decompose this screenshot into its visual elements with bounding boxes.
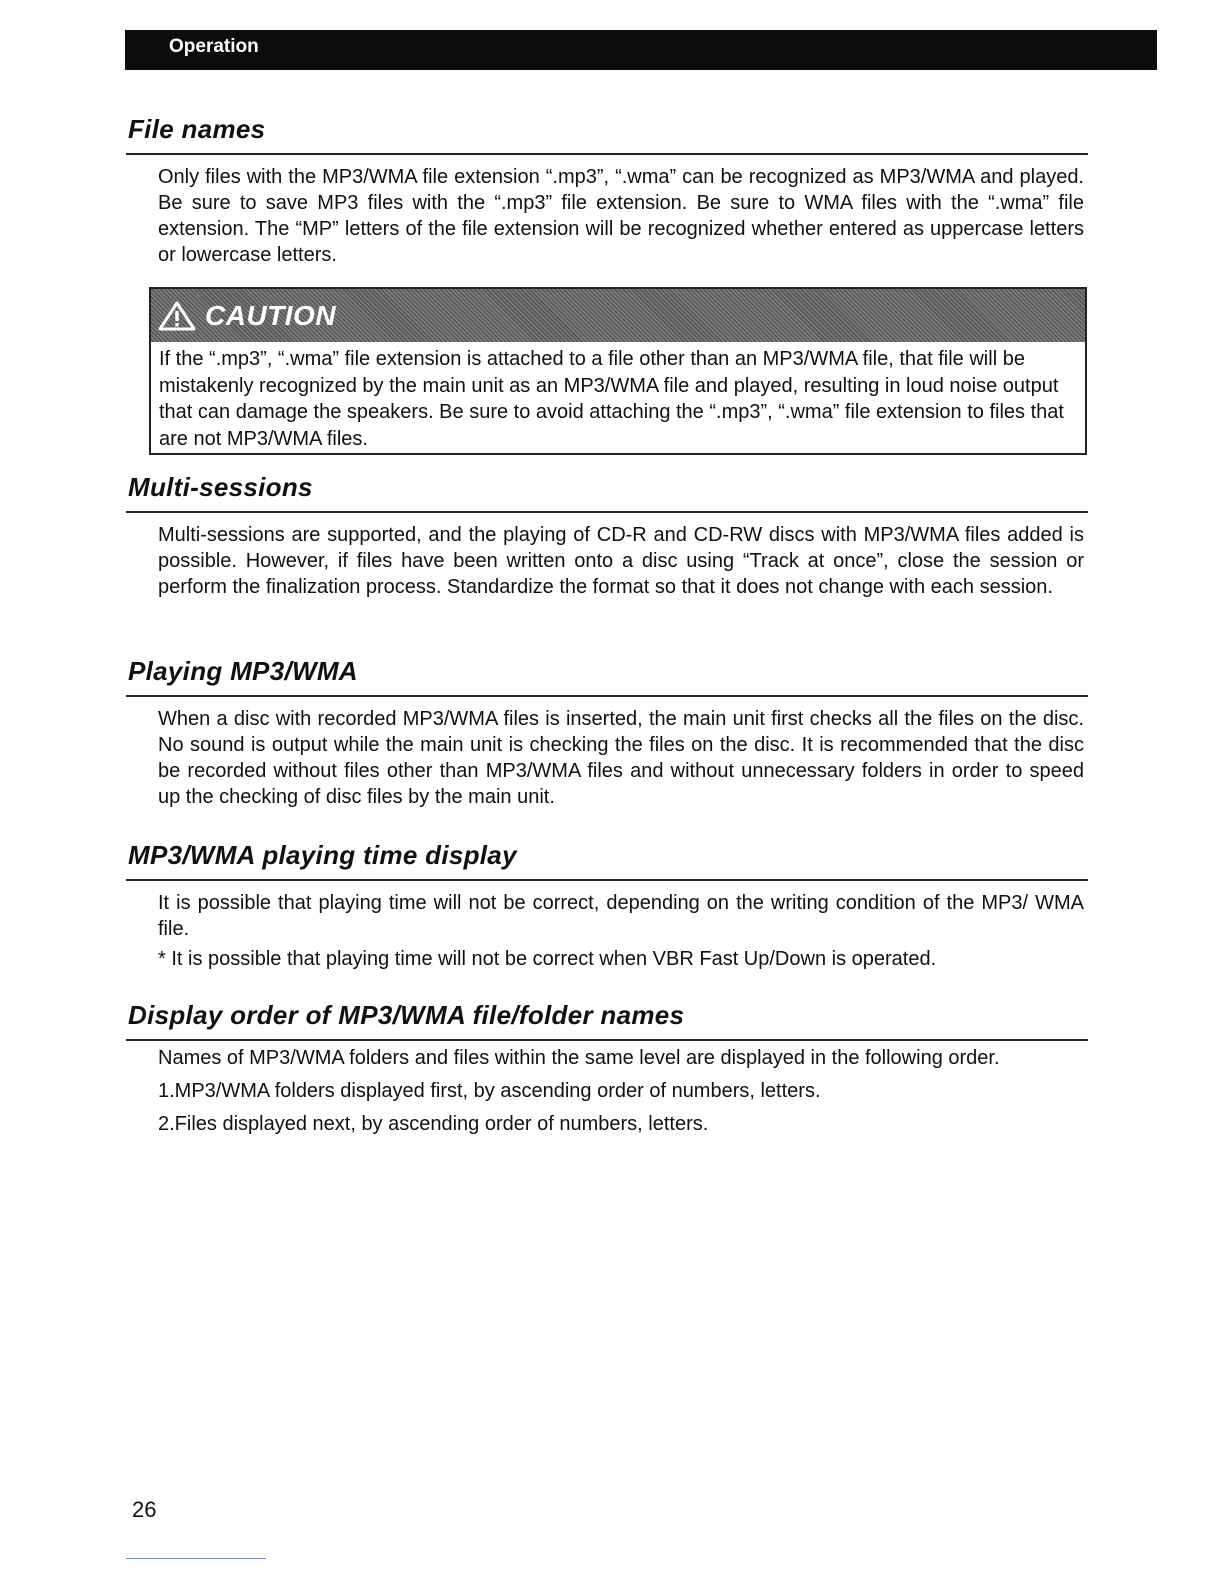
section-title: Playing MP3/WMA [126, 657, 1088, 697]
caution-header [151, 289, 1085, 342]
section-title: MP3/WMA playing time display [126, 841, 1088, 881]
section-paragraph: Multi-sessions are supported, and the playing of CD-R and CD-RW discs with MP3/WMA files added is possible. However, if files have been written onto a disc using “Track at once”, close the session or perform the finalization process. Standardize the format so that it does not change with each session. [158, 524, 1084, 598]
section-title: File names [126, 115, 1088, 155]
section-title: Multi-sessions [126, 473, 1088, 513]
header-label: Operation [169, 36, 259, 57]
section-paragraph: It is possible that playing time will not be correct, depending on the writing condition of the MP3/ WMA file. [158, 892, 1084, 940]
section-multi-sessions [126, 473, 1088, 600]
page-number: 26 [132, 1497, 157, 1522]
caution-title: CAUTION [205, 300, 337, 331]
section-display-order [126, 1001, 1088, 1140]
caution-box [149, 287, 1087, 455]
caution-text: If the “.mp3”, “.wma” file extension is attached to a file other than an MP3/WMA file, that file will be mistakenly recognized by the main unit as an MP3/WMA file and played, resulting in loud noise output that can damage the speakers. Be sure to avoid attaching the “.mp3”, “.wma” file extension to files that are not MP3/WMA files. [159, 348, 1064, 450]
warning-triangle-icon [158, 301, 196, 331]
section-paragraph: Only files with the MP3/WMA file extension “.mp3”, “.wma” can be recognized as MP3/WMA and played. Be sure to save MP3 files with the “.mp3” file extension. Be sure to WMA files with the “.wma” file extension. The “MP” letters of the file extension will be recognized whether entered as uppercase letters or lowercase letters. [158, 166, 1084, 266]
section-title: Display order of MP3/WMA file/folder names [126, 1001, 1088, 1041]
section-playing-time-display [126, 841, 1088, 972]
footer-divider [126, 1558, 266, 1559]
section-paragraph: Names of MP3/WMA folders and files within the same level are displayed in the following order. [158, 1047, 1000, 1069]
list-item: 1.MP3/WMA folders displayed first, by ascending order of numbers, letters. [158, 1080, 821, 1102]
section-header-bar [125, 30, 1157, 70]
section-note: * It is possible that playing time will not be correct when VBR Fast Up/Down is operated. [158, 948, 937, 970]
section-playing-mp3-wma [126, 657, 1088, 810]
section-paragraph: When a disc with recorded MP3/WMA files is inserted, the main unit first checks all the files on the disc. No sound is output while the main unit is checking the files on the disc. It is recommended that the disc be recorded without files other than MP3/WMA files and without unnecessary folders in order to speed up the checking of disc files by the main unit. [158, 708, 1084, 808]
list-item: 2.Files displayed next, by ascending order of numbers, letters. [158, 1113, 709, 1135]
section-file-names [126, 115, 1088, 268]
